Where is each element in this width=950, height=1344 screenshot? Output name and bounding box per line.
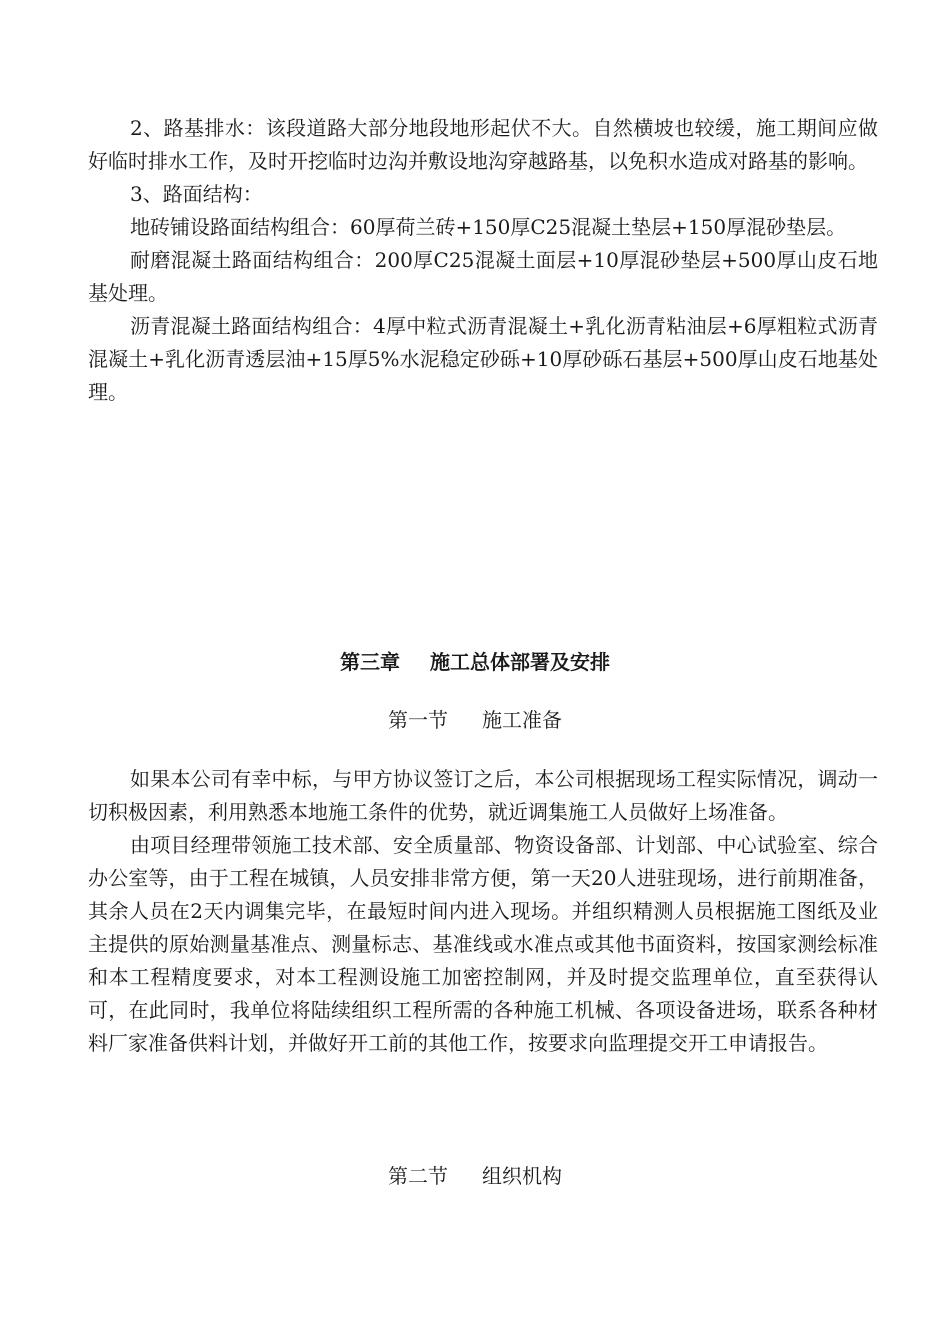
- asphalt-pavement-paragraph: 沥青混凝土路面结构组合：4厚中粒式沥青混凝土+乳化沥青粘油层+6厚粗粒式沥青混凝土+乳化沥青透层油+15厚5%水泥稳定砂砾+10厚砂砾石基层+500厚山皮石地基处理。: [88, 314, 878, 404]
- chapter-name: 施工总体部署及安排: [429, 650, 610, 674]
- pavement-structure-heading: 3、路面结构：: [130, 182, 263, 206]
- section-2-number: 第二节: [388, 1164, 448, 1188]
- section-2-title: [0, 1161, 950, 1191]
- section-1-number: 第一节: [388, 708, 448, 732]
- brick-pavement-paragraph: 地砖铺设路面结构组合：60厚荷兰砖+150厚C25混凝土垫层+150厚混砂垫层。: [130, 215, 847, 239]
- section-1-body: [88, 763, 878, 1060]
- chapter-title: [0, 647, 950, 677]
- top-text-block: [88, 112, 878, 409]
- preparation-paragraph-1: 如果本公司有幸中标，与甲方协议签订之后，本公司根据现场工程实际情况，调动一切积极因素，利用熟悉本地施工条件的优势，就近调集施工人员做好上场准备。: [88, 767, 878, 824]
- section-2-name: 组织机构: [482, 1164, 562, 1188]
- concrete-pavement-paragraph: 耐磨混凝土路面结构组合：200厚C25混凝土面层+10厚混砂垫层+500厚山皮石地基处理。: [88, 248, 878, 305]
- chapter-number: 第三章: [340, 650, 401, 674]
- preparation-paragraph-2: 由项目经理带领施工技术部、安全质量部、物资设备部、计划部、中心试验室、综合办公室等，由于工程在城镇，人员安排非常方便，第一天20人进驻现场，进行前期准备，其余人员在2天内调集完毕，在最短时间内进入现场。并组织精测人员根据施工图纸及业主提供的原始测量基准点、测量标志、基准线或水准点或其他书面资料，按国家测绘标准和本工程精度要求，对本工程测设施工加密控制网，并及时提交监理单位，直至获得认可，在此同时，我单位将陆续组织工程所需的各种施工机械、各项设备进场，联系各种材料厂家准备供料计划，并做好开工前的其他工作，按要求向监理提交开工申请报告。: [88, 833, 878, 1055]
- section-1-name: 施工准备: [482, 708, 562, 732]
- section-1-title: [0, 705, 950, 735]
- drainage-paragraph: 2、路基排水：该段道路大部分地段地形起伏不大。自然横坡也较缓，施工期间应做好临时排水工作，及时开挖临时边沟并敷设地沟穿越路基，以免积水造成对路基的影响。: [88, 116, 878, 173]
